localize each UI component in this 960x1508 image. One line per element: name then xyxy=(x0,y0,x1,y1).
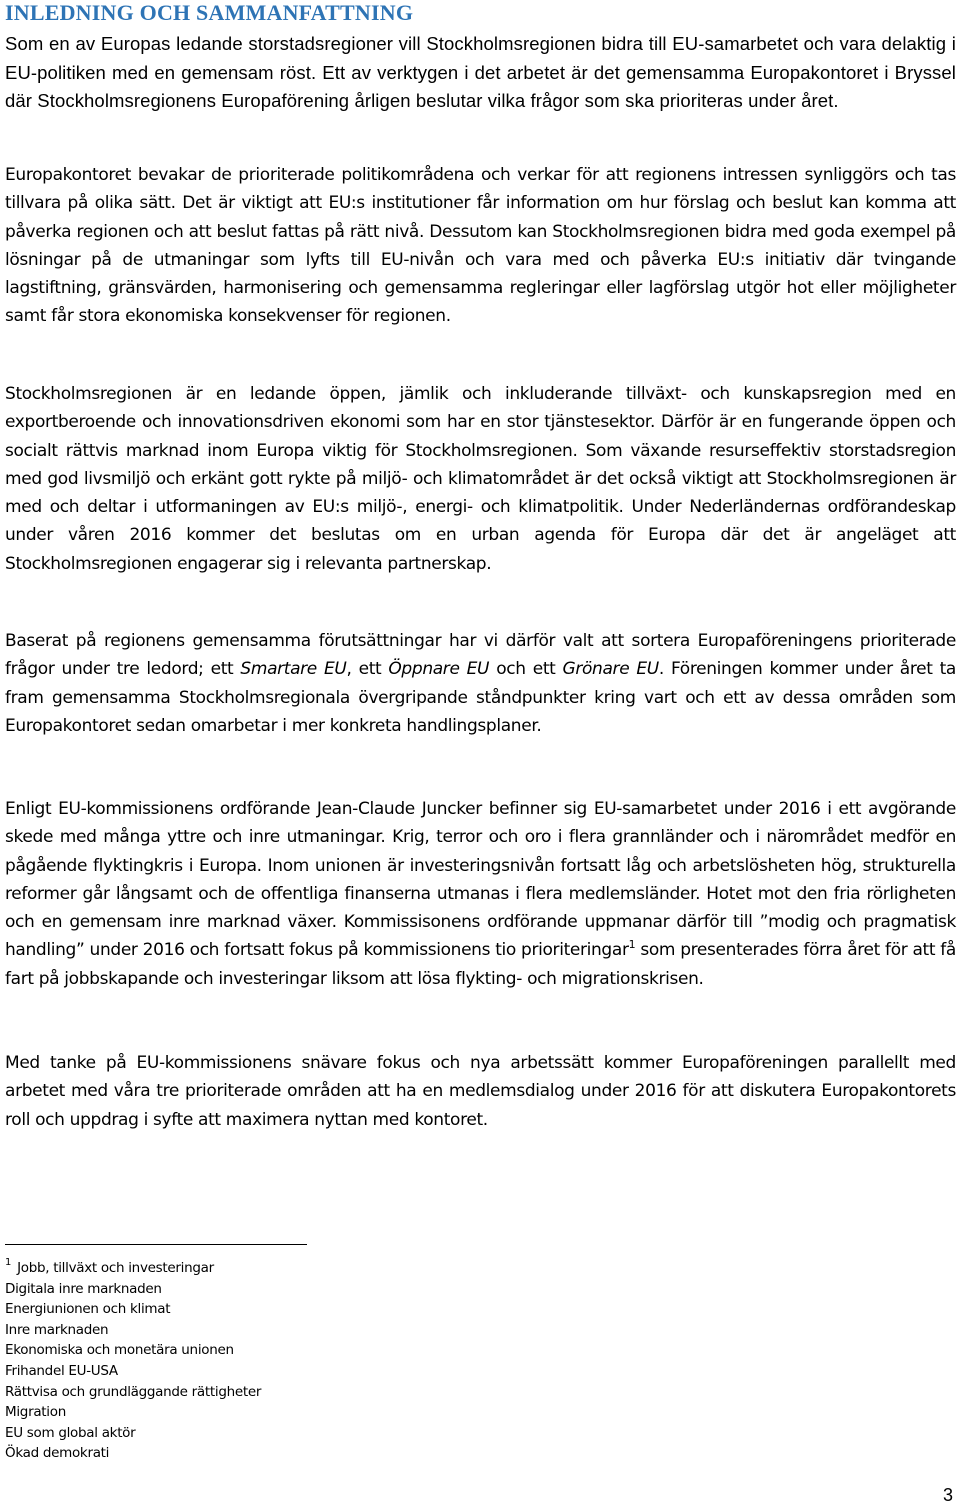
footnote-item: Ekonomiska och monetära unionen xyxy=(5,1342,234,1359)
footnote-separator xyxy=(5,1244,307,1245)
paragraph-ledord-text-3: och ett xyxy=(489,659,563,680)
paragraph-ledord-text-4: . Föreningen kommer under året ta fram gemensamma Stockholmsregionala övergripande ståndpunkter kring vart och ett av dessa områden som Europakontoret sedan omarbetar i mer konkreta handlingsplaner. xyxy=(5,659,956,736)
footnote-item xyxy=(5,1258,605,1279)
paragraph-juncker-text-2: som presenterades förra året för att få fart på jobbskapande och investeringar liksom att lösa flykting- och migrationskrisen. xyxy=(5,940,956,989)
footnote-reference: 1 xyxy=(628,938,636,952)
footnote-marker: 1 xyxy=(5,1257,12,1268)
footnote-item-text: Jobb, tillväxt och investeringar xyxy=(17,1260,214,1276)
footnote-item: Frihandel EU-USA xyxy=(5,1362,118,1379)
footnote-list xyxy=(5,1258,605,1464)
footnote-item: Ökad demokrati xyxy=(5,1445,110,1462)
keyword-smartare-eu: Smartare EU xyxy=(240,659,347,680)
page-number: 3 xyxy=(943,1485,954,1505)
paragraph-stockholmsregionen: Stockholmsregionen är en ledande öppen, jämlik och inkluderande tillväxt- och kunskapsregion med en exportberoende och innovationsdriven ekonomi som har en stor tjänstesektor. Därför är en fungerande öppen och socialt rättvis marknad inom Europa viktig för Stockholmsregionen. Som växande resurseffektiv storstadsregion med god livsmiljö och erkänt gott rykte på miljö- och klimatområdet är det också viktigt att Stockholmsregionen är med och deltar i utformaningen av EU:s miljö-, energi- och klimatpolitik. Under Nederländernas ordförandeskap under våren 2016 kommer det beslutas om en urban agenda för Europa där det är angeläget att Stockholmsregionen engagerar sig i relevanta partnerskap. xyxy=(5,384,956,574)
paragraph-intro: Som en av Europas ledande storstadsregioner vill Stockholmsregionen bidra till EU-samarbetet och vara delaktig i EU-politiken med en gemensam röst. Ett av verktygen i det arbetet är det gemensamma Europakontoret i Bryssel där Stockholmsregionens Europaförening årligen beslutar vilka frågor som ska prioriteras under året. xyxy=(5,33,956,111)
paragraph-europakontoret: Europakontoret bevakar de prioriterade politikområdena och verkar för att regionens intressen synliggörs och tas tillvara på olika sätt. Det är viktigt att EU:s institutioner får information om hur förslag och beslut kan komma att påverka regionen och att beslut fattas på rätt nivå. Dessutom kan Stockholmsregionen bidra med goda exempel på lösningar på de utmaningar som lyfts till EU-nivån och vara med och påverka EU:s initiativ där tvingande lagstiftning, gränsvärden, harmonisering och gemensamma regleringar eller lagförslag utgör hot eller möjligheter samt får stora ekonomiska konsekvenser för regionen. xyxy=(5,165,956,327)
paragraph-medlemsdialog: Med tanke på EU-kommissionens snävare fokus och nya arbetssätt kommer Europaföreningen parallellt med arbetet med våra tre prioriterade områden att ha en medlemsdialog under 2016 för att diskutera Europakontorets roll och uppdrag i syfte att maximera nyttan med kontoret. xyxy=(5,1053,956,1130)
paragraph-ledord-text-1: Baserat på regionens gemensamma förutsättningar har vi därför valt att sortera Europaföreningens prioriterade frågor under tre ledord; ett xyxy=(5,631,956,680)
paragraph-ledord-text-2: , ett xyxy=(346,659,389,680)
footnote-item: Energiunionen och klimat xyxy=(5,1301,171,1318)
paragraph-juncker xyxy=(5,795,956,993)
footnote-item: EU som global aktör xyxy=(5,1424,136,1441)
paragraph-juncker-text-1: Enligt EU-kommissionens ordförande Jean-Claude Juncker befinner sig EU-samarbetet under 2016 i ett avgörande skede med många yttre och inre utmaningar. Krig, terror och oro i flera grannländer och i närområdet medför en pågående flyktingkris i Europa. Inom unionen är investeringsnivån fortsatt låg och arbetslösheten hög, strukturella reformer går långsamt och de offentliga finanserna utmanas i flera medlemsländer. Hotet mot den fria rörligheten och en gemensam inre marknad växer. Kommissisonens ordförande uppmanar därför till ”modig och pragmatisk handling” under 2016 och fortsatt fokus på kommissionens tio prioriteringar xyxy=(5,799,956,961)
paragraph-ledord xyxy=(5,627,956,740)
footnote-item: Rättvisa och grundläggande rättigheter xyxy=(5,1383,262,1400)
footnote-item: Migration xyxy=(5,1404,66,1421)
section-heading: INLEDNING OCH SAMMANFATTNING xyxy=(5,0,414,25)
keyword-gronare-eu: Grönare EU xyxy=(562,659,659,680)
footnote-item: Digitala inre marknaden xyxy=(5,1280,162,1297)
keyword-oppnare-eu: Öppnare EU xyxy=(388,659,490,680)
footnote-item: Inre marknaden xyxy=(5,1321,109,1338)
